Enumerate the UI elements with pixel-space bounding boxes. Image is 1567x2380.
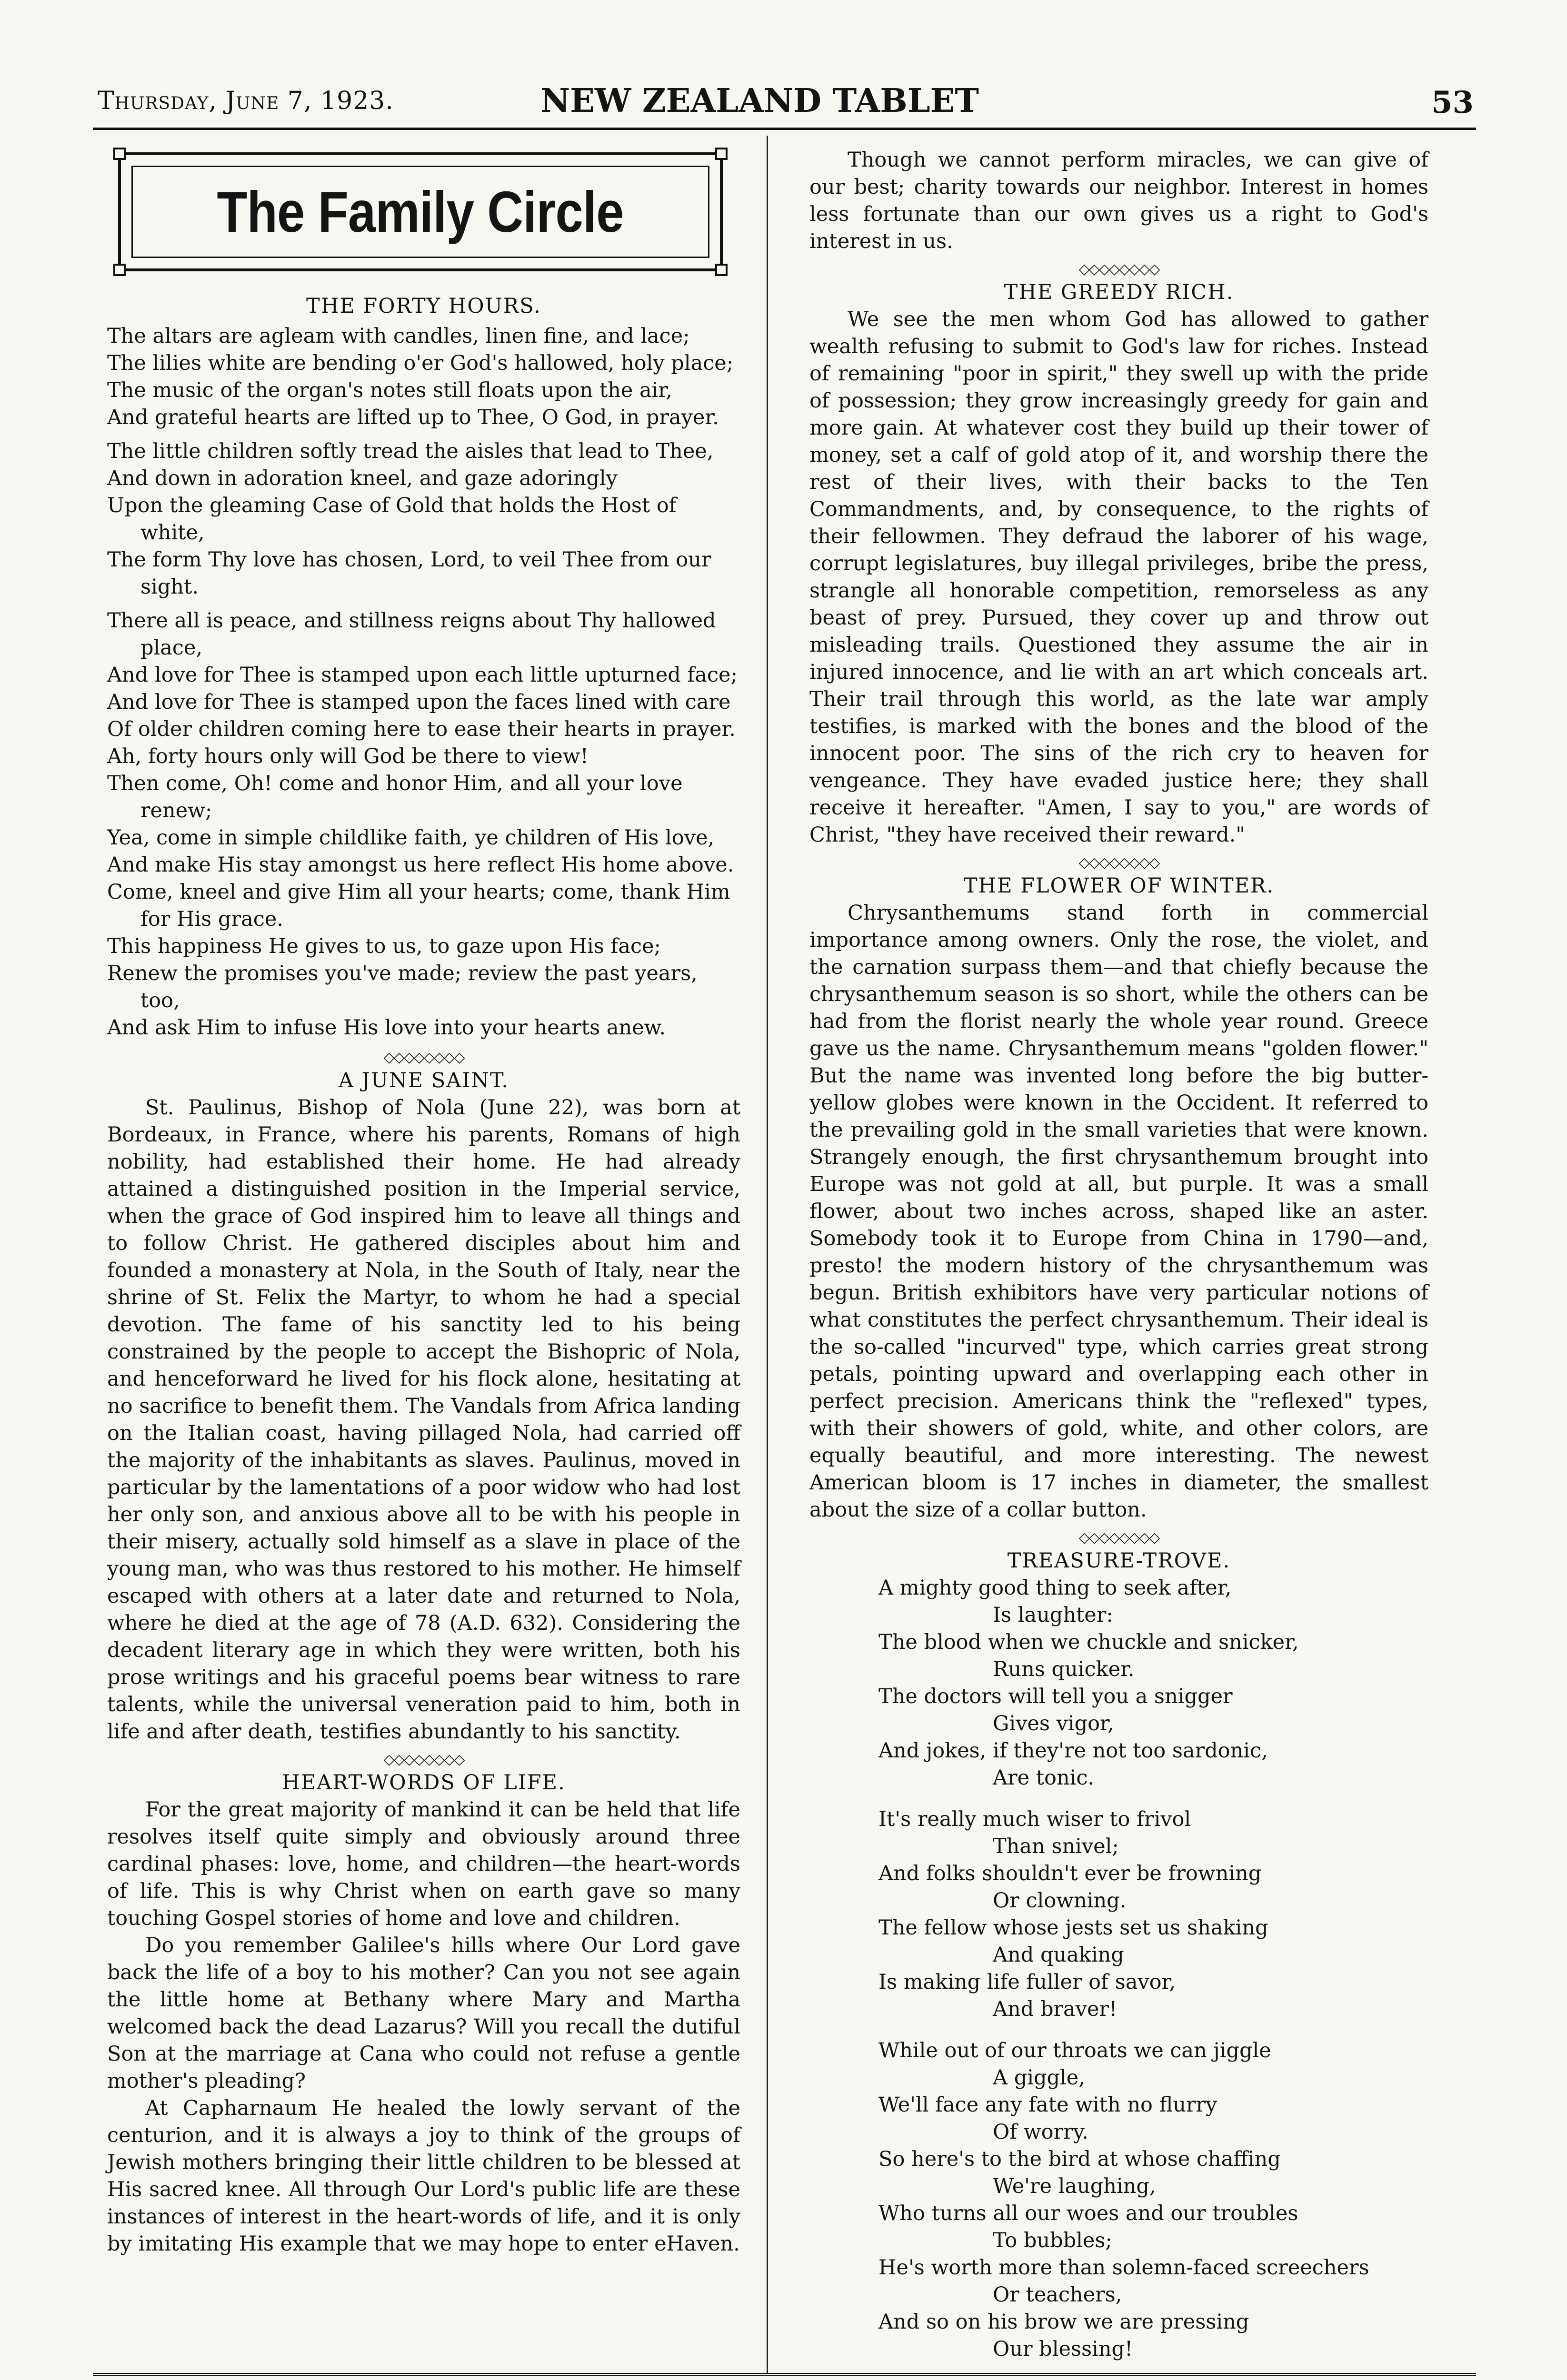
poem-stanza-1: A mighty good thing to seek after, Is laughter: The blood when we chuckle and snicker, Runs quicker. The doctors will tell you a snigger Gives vigor, And jokes, if they're not too sardonic, Are tonic. bbox=[878, 1576, 1299, 1790]
greedy-rich-text: We see the men whom God has allowed to gather wealth refusing to submit to God's law for riches. Instead of remaining "poor in spirit," they swell up with the pride of possession; they grow increasingly greedy for gain and more gain. At whatever cost they build up their tower of money, set a calf of gold atop of it, and worship there the rest of their lives, with their backs to the Ten Commandments, and, by consequence, to the rights of their fellowmen. They defraud the laborer of his wage, corrupt legislatures, buy illegal privileges, bribe the press, strangle all honorable competition, remorseless as any beast of prey. Pursued, they cover up and throw out misleading trails. Questioned they assume the air in injured innocence, and lie with an art which conceals art. Their trail through this world, as the late war amply testifies, is marked with the bones and the blood of the innocent poor. The sins of the rich cry to heaven for vengeance. They have evaded justice here; they shall receive it hereafter. "Amen, I say to you," are words of Christ, "they have received their reward." bbox=[809, 307, 1428, 847]
section-title: The Family Circle bbox=[217, 179, 624, 244]
heart-words-paragraph: Do you remember Galilee's hills where Our Lord gave back the life of a boy to his mother? Can you not see again the little home at Bethany where Mary and Martha welcomed back the dead Lazarus? Will you recall the dutiful Son at the marriage at Cana who could not refuse a gentle mother's pleading? bbox=[107, 1934, 740, 2093]
poem-stanza-3: While out of our throats we can jiggle A giggle, We'll face any fate with no flurry Of worry. So here's to the bird at whose chaffing We're laughing, Who turns all our woes and our troubles To bubbles; He's worth more than solemn-faced screechers Or teachers, And so on his brow we are pressing Our blessing! bbox=[878, 2039, 1369, 2361]
treasure-trove-poem bbox=[878, 1575, 1369, 2363]
heart-words-paragraph: At Capharnaum He healed the lowly servant of the centurion, and it is always a joy to think of the groups of Jewish mothers bringing their little children to be blessed at His sacred knee. All through Our Lord's public life are these instances of interest in the heart-words of life, and it is only by imitating His example that we may hope to enter eHaven. bbox=[107, 2096, 740, 2256]
heart-words-title: HEART-WORDS OF LIFE. bbox=[282, 1771, 566, 1795]
poem-stanza-2: It's really much wiser to frivol Than snivel; And folks shouldn't ever be frowning Or clowning. The fellow whose jests set us shaking And quaking Is making life fuller of savor, And braver! bbox=[878, 1807, 1268, 2021]
footer-rule bbox=[93, 2373, 1476, 2380]
june-saint-title: A JUNE SAINT. bbox=[338, 1069, 509, 1092]
forty-hours-title: THE FORTY HOURS. bbox=[306, 294, 541, 318]
forty-hours-stanza-3: There all is peace, and stillness reigns about Thy hallowed place, And love for Thee is stamped upon each little upturned face; And love for Thee is stamped upon the faces lined with care Of older children coming here to ease their hearts in prayer. Ah, forty hours only will God be there to view! Then come, Oh! come and honor Him, and all your love renew; Yea, come in simple childlike faith, ye children of His love, And make His stay amongst us here reflect His home above. Come, kneel and give Him all your hearts; come, thank Him for His grace. This happiness He gives to us, to gaze upon His face; Renew the promises you've made; review the past years, too, And ask Him to infuse His love into your hearts anew. bbox=[107, 609, 738, 1040]
heart-words-paragraph: For the great majority of mankind it can be held that life resolves itself quite simply and obviously around three cardinal phases: love, home, and children—the heart-words of life. This is why Christ when on earth gave so many touching Gospel stories of home and love and children. bbox=[107, 1798, 740, 1930]
forty-hours-stanza-2: The little children softly tread the aisles that lead to Thee, And down in adoration kneel, and gaze adoringly Upon the gleaming Case of Gold that holds the Host of white, The form Thy love has chosen, Lord, to veil Thee from our sight. bbox=[107, 439, 714, 599]
ornament-divider: ◇◇◇◇◇◇◇◇ bbox=[1078, 1529, 1159, 1546]
right-column bbox=[809, 147, 1428, 2380]
issue-date: Thursday, June 7, 1923. bbox=[98, 87, 394, 115]
flower-of-winter-text: Chrysanthemums stand forth in commercial importance among owners. Only the rose, the violet, and the carnation surpass them—and that chiefly because the chrysanthemum season is so short, while the others can be had from the florist nearly the whole year round. Greece gave us the name. Chrysanthemum means "golden flower." But the name was invented long before the big butter-yellow globes were known in the Occident. It referred to the prevailing gold in the small varieties that were known. Strangely enough, the first chrysanthemum brought into Europe was not gold at all, but purple. It was a small flower, about two inches across, shaped like an aster. Somebody took it to Europe from China in 1790—and, presto! the modern history of the chrysanthemum was begun. British exhibitors have very particular notions of what constitutes the perfect chrysanthemum. Their ideal is the so-called "incurved" type, which carries great strong petals, pointing upward and overlapping each other in perfect precision. Americans think the "reflexed" types, with their showers of gold, white, and other colors, are equally beautiful, and more interesting. The newest American bloom is 17 inches in diameter, the smallest about the size of a collar button. bbox=[809, 901, 1428, 1522]
ornament-divider: ◇◇◇◇◇◇◇◇ bbox=[1078, 261, 1159, 278]
page-number: 53 bbox=[1431, 85, 1474, 120]
header-rule bbox=[93, 128, 1476, 130]
running-head bbox=[93, 76, 1474, 129]
ornament-divider: ◇◇◇◇◇◇◇◇ bbox=[383, 1049, 464, 1066]
left-column bbox=[107, 293, 740, 2258]
treasure-trove-title: TREASURE-TROVE. bbox=[1007, 1549, 1231, 1573]
ornament-divider: ◇◇◇◇◇◇◇◇ bbox=[383, 1751, 464, 1768]
forty-hours-stanza-1: The altars are agleam with candles, linen fine, and lace; The lilies white are bending o'er God's hallowed, holy place; The music of the organ's notes still floats upon the air, And grateful hearts are lifted up to Thee, O God, in prayer. bbox=[107, 324, 734, 429]
column-divider bbox=[767, 136, 768, 2373]
greedy-rich-title: THE GREEDY RICH. bbox=[1004, 280, 1234, 304]
masthead: NEW ZEALAND TABLET bbox=[540, 82, 979, 120]
right-intro-paragraph: Though we cannot perform miracles, we can give of our best; charity towards our neighbor. Interest in homes less fortunate than our own gives us a right to God's interest in us. bbox=[809, 148, 1428, 253]
ornament-divider: ◇◇◇◇◇◇◇◇ bbox=[1078, 854, 1159, 871]
flower-of-winter-title: THE FLOWER OF WINTER. bbox=[963, 874, 1275, 898]
june-saint-text: St. Paulinus, Bishop of Nola (June 22), was born at Bordeaux, in France, where his parents, Romans of high nobility, had established their home. He had already attained a distinguished position in the Imperial service, when the grace of God inspired him to leave all things and to follow Christ. He gathered disciples about him and founded a monastery at Nola, in the South of Italy, near the shrine of St. Felix the Martyr, to whom he had a special devotion. The fame of his sanctity led to his being constrained by the people to accept the Bishopric of Nola, and henceforward he lived for his flock alone, hesitating at no sacrifice to benefit them. The Vandals from Africa landing on the Italian coast, having pillaged Nola, had carried off the majority of the inhabitants as slaves. Paulinus, moved in particular by the lamentations of a poor widow who had lost her only son, and anxious above all to be with his people in their misery, actually sold himself as a slave in place of the young man, who was thus restored to his mother. He himself escaped with others at a later date and returned to Nola, where he died at the age of 78 (A.D. 632). Considering the decadent literary age in which they were written, both his prose writings and his graceful poems bear witness to rare talents, while the universal veneration paid to him, both in life and after death, testifies abundantly to his sanctity. bbox=[107, 1096, 740, 1744]
section-title-box bbox=[118, 152, 723, 271]
